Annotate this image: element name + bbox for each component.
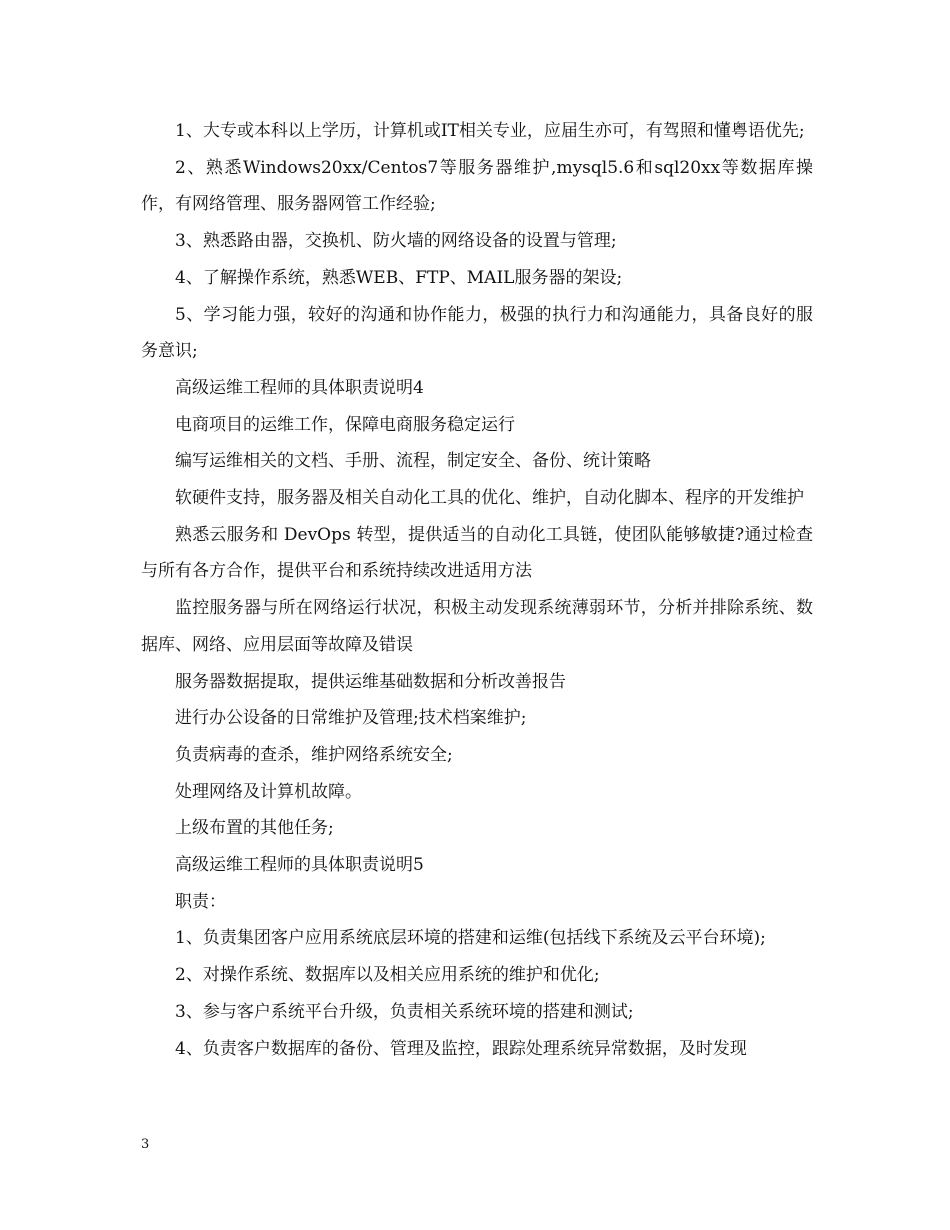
paragraph: 3、参与客户系统平台升级，负责相关系统环境的搭建和测试; xyxy=(175,1001,634,1022)
paragraph: 1、负责集团客户应用系统底层环境的搭建和运维(包括线下系统及云平台环境); xyxy=(175,928,766,949)
paragraph: 2、对操作系统、数据库以及相关应用系统的维护和优化; xyxy=(175,965,600,986)
paragraph: 熟悉云服务和 DevOps 转型，提供适当的自动化工具链，使团队能够敏捷?通过检查与所有各方合作，提供平台和系统持续改进适用方法 xyxy=(141,524,813,582)
paragraph: 软硬件支持，服务器及相关自动化工具的优化、维护，自动化脚本、程序的开发维护 xyxy=(175,488,804,509)
paragraph: 1、大专或本科以上学历，计算机或IT相关专业，应届生亦可，有驾照和懂粤语优先; xyxy=(175,121,805,141)
paragraph: 4、了解操作系统，熟悉WEB、FTP、MAIL服务器的架设; xyxy=(175,267,623,288)
section-heading: 高级运维工程师的具体职责说明5 xyxy=(175,855,424,876)
paragraph: 上级布置的其他任务; xyxy=(175,818,334,839)
document-body xyxy=(141,113,813,1067)
section-heading: 高级运维工程师的具体职责说明4 xyxy=(175,377,424,398)
paragraph: 4、负责客户数据库的备份、管理及监控，跟踪处理系统异常数据，及时发现 xyxy=(175,1038,747,1059)
paragraph: 监控服务器与所在网络运行状况，积极主动发现系统薄弱环节，分析并排除系统、数据库、网络、应用层面等故障及错误 xyxy=(141,598,813,655)
paragraph: 服务器数据提取，提供运维基础数据和分析改善报告 xyxy=(175,671,566,692)
paragraph: 进行办公设备的日常维护及管理;技术档案维护; xyxy=(175,708,527,729)
paragraph: 职责： xyxy=(175,891,226,912)
paragraph: 处理网络及计算机故障。 xyxy=(175,781,362,802)
paragraph: 3、熟悉路由器，交换机、防火墙的网络设备的设置与管理; xyxy=(175,231,617,252)
paragraph: 2、熟悉Windows20xx/Centos7等服务器维护,mysql5.6和sql20xx等数据库操作，有网络管理、服务器网管工作经验; xyxy=(141,157,813,215)
page-number: 3 xyxy=(141,1137,150,1152)
paragraph: 编写运维相关的文档、手册、流程，制定安全、备份、统计策略 xyxy=(175,451,651,472)
paragraph: 负责病毒的查杀，维护网络系统安全; xyxy=(175,744,453,765)
paragraph: 5、学习能力强，较好的沟通和协作能力，极强的执行力和沟通能力，具备良好的服务意识; xyxy=(141,304,813,362)
paragraph: 电商项目的运维工作，保障电商服务稳定运行 xyxy=(175,414,515,435)
